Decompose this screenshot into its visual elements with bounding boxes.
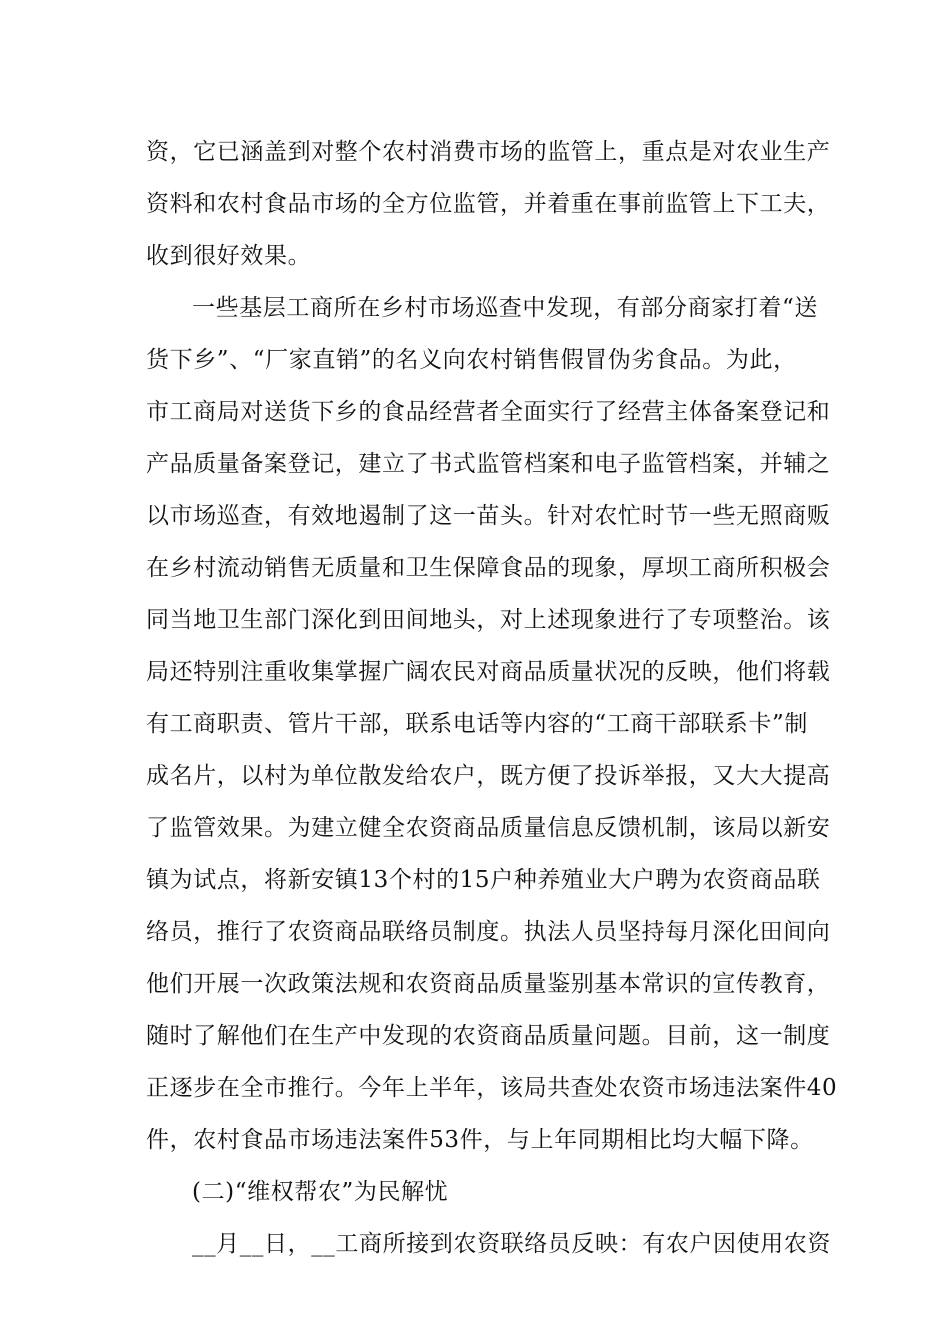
text-line: 资，它已涵盖到对整个农村消费市场的监管上，重点是对农业生产 [146,139,831,165]
section-heading: (二)“维权帮农”为民解忧 [192,1179,449,1205]
text-line: 局还特别注重收集掌握广阔农民对商品质量状况的反映，他们将载 [146,659,831,685]
text-line: 正逐步在全市推行。今年上半年，该局共查处农资市场违法案件40 [146,1075,838,1101]
text-line: 产品质量备案登记，建立了书式监管档案和电子监管档案，并辅之 [146,451,831,477]
text-line: 络员，推行了农资商品联络员制度。执法人员坚持每月深化田间向 [146,919,831,945]
text-line: 以市场巡查，有效地遏制了这一苗头。针对农忙时节一些无照商贩 [146,503,831,529]
text-line: 同当地卫生部门深化到田间地头，对上述现象进行了专项整治。该 [146,607,831,633]
text-line: 了监管效果。为建立健全农资商品质量信息反馈机制，该局以新安 [146,815,831,841]
text-line: 成名片，以村为单位散发给农户，既方便了投诉举报，又大大提高 [146,763,831,789]
text-line: 在乡村流动销售无质量和卫生保障食品的现象，厚坝工商所积极会 [146,555,831,581]
text-line: 件，农村食品市场违法案件53件，与上年同期相比均大幅下降。 [146,1127,814,1153]
text-line: 随时了解他们在生产中发现的农资商品质量问题。目前，这一制度 [146,1023,831,1049]
text-line: 资料和农村食品市场的全方位监管，并着重在事前监管上下工夫， [146,191,831,217]
text-line: 收到很好效果。 [146,243,312,269]
text-line: 市工商局对送货下乡的食品经营者全面实行了经营主体备案登记和 [146,399,831,425]
paragraph-first-line: 一些基层工商所在乡村市场巡查中发现，有部分商家打着“送 [192,295,818,321]
text-line: 货下乡”、“厂家直销”的名义向农村销售假冒伪劣食品。为此， [146,347,797,373]
text-line: 镇为试点，将新安镇13个村的15户种养殖业大户聘为农资商品联 [146,867,821,893]
text-line: 有工商职责、管片干部，联系电话等内容的“工商干部联系卡”制 [146,711,808,737]
text-line: 他们开展一次政策法规和农资商品质量鉴别基本常识的宣传教育， [146,971,831,997]
paragraph-first-line: __月__日，__工商所接到农资联络员反映：有农户因使用农资 [192,1231,831,1257]
